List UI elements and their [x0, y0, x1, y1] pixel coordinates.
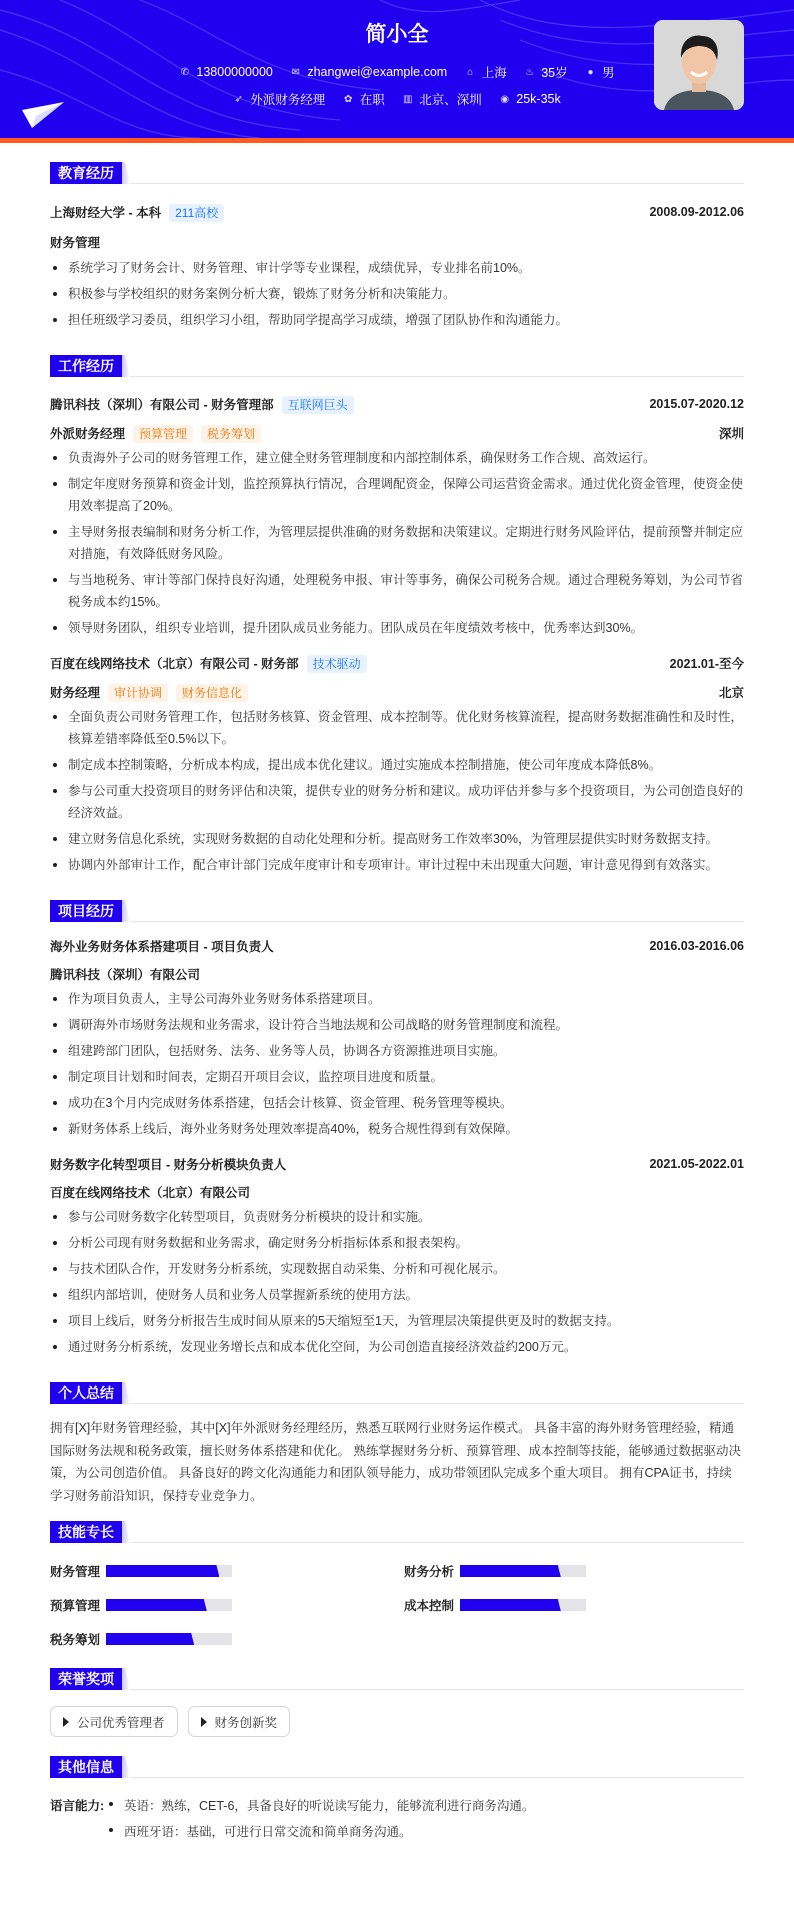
language-label: 语言能力: [50, 1799, 105, 1813]
company: 腾讯科技（深圳）有限公司 - 财务管理部 [50, 397, 274, 412]
list-item: 与当地税务、审计等部门保持良好沟通，处理税务申报、审计等事务，确保公司税务合规。通过合理税务筹划，为公司节省税务成本约15%。 [50, 569, 744, 613]
list-item: 与技术团队合作，开发财务分析系统，实现数据自动采集、分析和可视化展示。 [50, 1258, 744, 1280]
company: 百度在线网络技术（北京）有限公司 - 财务部 [50, 656, 299, 671]
project-item [50, 936, 744, 1140]
education-item [50, 202, 744, 331]
age: 35岁 [541, 66, 568, 80]
accent-bar [0, 138, 794, 143]
skill-item [50, 1633, 404, 1645]
city: 上海 [481, 66, 507, 80]
triangle-icon [63, 1717, 69, 1727]
role-tag: 预算管理 [133, 425, 193, 443]
send-icon: ➶ [234, 93, 243, 105]
section-title: 个人总结 [50, 1382, 122, 1404]
paper-plane-icon [22, 102, 64, 128]
position: 外派财务经理 [250, 93, 326, 107]
gender: 男 [602, 66, 615, 80]
major: 财务管理 [50, 236, 101, 250]
section-skills [50, 1521, 744, 1543]
skill-item [404, 1599, 744, 1611]
phone: 13800000000 [196, 65, 273, 79]
section-title: 其他信息 [50, 1756, 122, 1778]
skill-bar-fill [106, 1633, 194, 1645]
school: 上海财经大学 - 本科 [50, 205, 162, 220]
role: 外派财务经理 [50, 426, 126, 441]
project-title: 财务数字化转型项目 - 财务分析模块负责人 [50, 1158, 287, 1172]
list-item: 通过财务分析系统，发现业务增长点和成本优化空间，为公司创造直接经济效益约200万元。 [50, 1336, 744, 1358]
honor-label: 财务创新奖 [214, 1715, 278, 1730]
honor-label: 公司优秀管理者 [77, 1715, 165, 1730]
company-tag: 互联网巨头 [282, 396, 354, 414]
cake-icon: ♨ [525, 66, 535, 78]
candidate-name: 简小全 [365, 23, 429, 46]
list-item: 负责海外子公司的财务管理工作，建立健全财务管理制度和内部控制体系，确保财务工作合规、高效运行。 [50, 447, 744, 469]
work-date: 2021.01-至今 [669, 657, 744, 671]
gender-icon: ● [587, 66, 594, 78]
salary: 25k-35k [516, 92, 561, 106]
project-company: 百度在线网络技术（北京）有限公司 [50, 1186, 251, 1200]
list-item: 新财务体系上线后，海外业务财务处理效率提高40%，税务合规性得到有效保障。 [50, 1118, 744, 1140]
honor-badge [188, 1706, 291, 1737]
list-item: 建立财务信息化系统，实现财务数据的自动化处理和分析。提高财务工作效率30%，为管理层提供实时财务数据支持。 [50, 828, 744, 850]
school-tag: 211高校 [169, 204, 224, 222]
list-item: 系统学习了财务会计、财务管理、审计学等专业课程，成绩优异，专业排名前10%。 [50, 257, 744, 279]
skill-bar-fill [460, 1565, 561, 1577]
list-item: 制定项目计划和时间表，定期召开项目会议，监控项目进度和质量。 [50, 1066, 744, 1088]
section-title: 工作经历 [50, 355, 122, 377]
list-item: 成功在3个月内完成财务体系搭建，包括会计核算、资金管理、税务管理等模块。 [50, 1092, 744, 1114]
honor-badge [50, 1706, 178, 1737]
list-item: 组织内部培训，使财务人员和业务人员掌握新系统的使用方法。 [50, 1284, 744, 1306]
list-item: 全面负责公司财务管理工作，包括财务核算、资金管理、成本控制等。优化财务核算流程，提高财务数据准确性和及时性，核算差错率降低至0.5%以下。 [50, 706, 744, 750]
section-honors [50, 1668, 744, 1690]
list-item: 主导财务报表编制和财务分析工作，为管理层提供准确的财务数据和决策建议。定期进行财务风险评估，提前预警并制定应对措施，有效降低财务风险。 [50, 521, 744, 565]
section-title: 技能专长 [50, 1521, 122, 1543]
section-title: 荣誉奖项 [50, 1668, 122, 1690]
home-icon: ⌂ [467, 66, 474, 78]
skill-item [50, 1565, 404, 1577]
list-item: 制定成本控制策略，分析成本构成，提出成本优化建议。通过实施成本控制措施，使公司年度成本降低8%。 [50, 754, 744, 776]
list-item: 担任班级学习委员，组织学习小组，帮助同学提高学习成绩，增强了团队协作和沟通能力。 [50, 309, 744, 331]
role-tag: 税务筹划 [201, 425, 261, 443]
section-work [50, 355, 744, 377]
company-tag: 技术驱动 [307, 655, 367, 673]
list-item: 调研海外市场财务法规和业务需求，设计符合当地法规和公司战略的财务管理制度和流程。 [50, 1014, 744, 1036]
triangle-icon [201, 1717, 207, 1727]
list-item: 积极参与学校组织的财务案例分析大赛，锻炼了财务分析和决策能力。 [50, 283, 744, 305]
work-date: 2015.07-2020.12 [649, 397, 744, 411]
skill-name: 预算管理 [50, 1599, 101, 1613]
edu-date: 2008.09-2012.06 [649, 205, 744, 219]
list-item: 分析公司现有财务数据和业务需求，确定财务分析指标体系和报表架构。 [50, 1232, 744, 1254]
role: 财务经理 [50, 685, 101, 700]
skill-bar [460, 1565, 586, 1577]
phone-icon: ✆ [180, 66, 190, 78]
skill-bar-fill [106, 1599, 207, 1611]
avatar-photo [654, 20, 744, 110]
skill-name: 税务筹划 [50, 1633, 101, 1647]
target-city: 北京、深圳 [419, 93, 482, 107]
skill-bar-fill [460, 1599, 561, 1611]
language-info [50, 1793, 744, 1845]
skill-name: 成本控制 [404, 1599, 455, 1613]
skill-bar-fill [106, 1565, 219, 1577]
work-city: 北京 [718, 686, 744, 700]
skill-bar [106, 1565, 232, 1577]
status-icon: ✿ [344, 93, 353, 105]
salary-icon: ◉ [500, 93, 510, 105]
project-title: 海外业务财务体系搭建项目 - 项目负责人 [50, 940, 274, 954]
skill-bar [106, 1599, 232, 1611]
list-item: 英语：熟练，CET-6，具备良好的听说读写能力，能够流利进行商务沟通。 [106, 1793, 534, 1819]
list-item: 协调内外部审计工作，配合审计部门完成年度审计和专项审计。审计过程中未出现重大问题，审计意见得到有效落实。 [50, 854, 744, 876]
skill-name: 财务管理 [50, 1565, 101, 1579]
role-tag: 审计协调 [108, 684, 168, 702]
resume-header [0, 0, 794, 138]
building-icon: ▥ [403, 93, 413, 105]
summary-text: 拥有[X]年财务管理经验，其中[X]年外派财务经理经历，熟悉互联网行业财务运作模式。 具备丰富的海外财务管理经验，精通国际财务法规和税务政策，擅长财务体系搭建和优化。 熟练掌握财务分析、预算管理、成本控制等技能，能够通过数据驱动决策，为公司创造价值。 具备良好的跨文化沟通能力和团队领导能力，成功带领团队完成多个重大项目。 拥有CPA证书，持续学习财务前沿知识，保持专业竞争力。 [50, 1421, 741, 1503]
list-item: 参与公司财务数字化转型项目，负责财务分析模块的设计和实施。 [50, 1206, 744, 1228]
resume-body [50, 162, 744, 1845]
role-tag: 财务信息化 [176, 684, 248, 702]
section-projects [50, 900, 744, 922]
work-item [50, 394, 744, 639]
list-item: 领导财务团队，组织专业培训，提升团队成员业务能力。团队成员在年度绩效考核中，优秀率达到30%。 [50, 617, 744, 639]
mail-icon: ✉ [291, 66, 301, 78]
section-summary [50, 1382, 744, 1404]
work-city: 深圳 [718, 427, 744, 441]
skill-bar [460, 1599, 586, 1611]
project-item [50, 1154, 744, 1358]
list-item: 组建跨部门团队，包括财务、法务、业务等人员，协调各方资源推进项目实施。 [50, 1040, 744, 1062]
work-item [50, 653, 744, 876]
email: zhangwei@example.com [307, 65, 448, 79]
list-item: 西班牙语：基础，可进行日常交流和简单商务沟通。 [106, 1819, 534, 1845]
skill-item [50, 1599, 404, 1611]
honors-list [50, 1706, 744, 1737]
list-item: 作为项目负责人，主导公司海外业务财务体系搭建项目。 [50, 988, 744, 1010]
list-item: 参与公司重大投资项目的财务评估和决策，提供专业的财务分析和建议。成功评估并参与多个投资项目，为公司创造良好的经济效益。 [50, 780, 744, 824]
project-date: 2021.05-2022.01 [649, 1157, 744, 1171]
section-education [50, 162, 744, 184]
section-other [50, 1756, 744, 1778]
skill-bar [106, 1633, 232, 1645]
status: 在职 [359, 93, 385, 107]
section-title: 项目经历 [50, 900, 122, 922]
skill-item [404, 1565, 744, 1577]
project-date: 2016.03-2016.06 [649, 939, 744, 953]
section-title: 教育经历 [50, 162, 122, 184]
project-company: 腾讯科技（深圳）有限公司 [50, 968, 201, 982]
skill-name: 财务分析 [404, 1565, 455, 1579]
list-item: 项目上线后，财务分析报告生成时间从原来的5天缩短至1天，为管理层决策提供更及时的数据支持。 [50, 1310, 744, 1332]
skills-grid [50, 1565, 744, 1645]
list-item: 制定年度财务预算和资金计划，监控预算执行情况，合理调配资金，保障公司运营资金需求。通过优化资金管理，使资金使用效率提高了20%。 [50, 473, 744, 517]
